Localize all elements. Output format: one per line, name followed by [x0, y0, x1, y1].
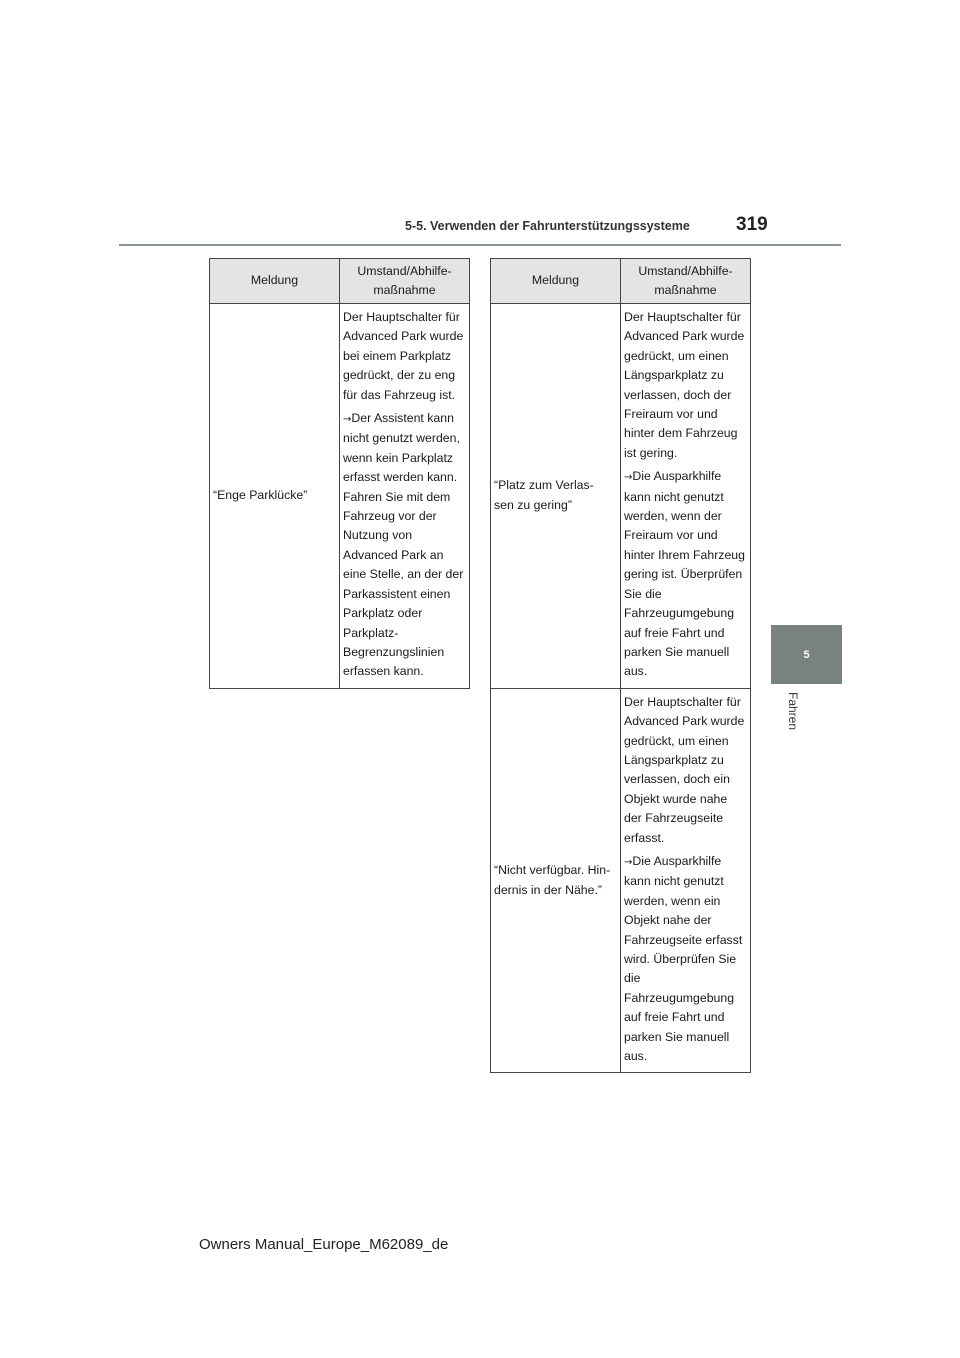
remedy-paragraph: [624, 852, 747, 1066]
table-row: [491, 688, 751, 1073]
header-message: Meldung: [210, 259, 340, 304]
header-remedy-line1: Umstand/Abhilfe-: [638, 263, 733, 278]
arrow-right-icon: →: [624, 472, 633, 484]
chapter-name: Fahren: [786, 692, 800, 731]
footer-document-id: Owners Manual_Europe_M62089_de: [199, 1236, 449, 1253]
message-cell: [491, 304, 621, 689]
condition-text: Der Hauptschalter für Advanced Park wurde gedrückt, um einen Längsparkplatz zu verlassen, doch der Freiraum vor und hinter dem Fahrzeug ist gering.: [624, 310, 745, 460]
header-message: Meldung: [491, 259, 621, 304]
remedy-cell: [340, 304, 470, 689]
header-remedy-line1: Umstand/Abhilfe-: [357, 263, 452, 278]
message-table-right: [490, 258, 751, 1073]
message-cell: [210, 304, 340, 689]
header-remedy: [621, 259, 751, 304]
message-text-line2: dernis in der Nähe.”: [494, 882, 602, 897]
header-remedy-line2: maßnahme: [654, 283, 717, 297]
remedy-text: Die Ausparkhilfe kann nicht genutzt werden, wenn ein Objekt nahe der Fahrzeugseite erfasst wird. Überprüfen Sie die Fahrzeugumgebung auf freie Fahrt und parken Sie manuell aus.: [624, 853, 743, 1064]
remedy-text: Der Assistent kann nicht genutzt werden, wenn kein Parkplatz erfasst werden kann. Fahren Sie mit dem Fahrzeug vor der Nutzung von Advanced Park an eine Stelle, an der der Parkassistent einen Parkplatz oder Parkplatz-Begrenzungslinien erfassen kann.: [343, 411, 464, 679]
header-remedy: [340, 259, 470, 304]
arrow-right-icon: →: [624, 856, 633, 868]
remedy-cell: [621, 304, 751, 689]
header-divider: [119, 244, 841, 246]
message-text-line2: sen zu gering”: [494, 497, 572, 512]
condition-text: Der Hauptschalter für Advanced Park wurde gedrückt, um einen Längsparkplatz zu verlassen, doch ein Objekt wurde nahe der Fahrzeugseite erfasst.: [624, 694, 745, 845]
condition-text: Der Hauptschalter für Advanced Park wurde bei einem Parkplatz gedrückt, der zu eng für das Fahrzeug ist.: [343, 310, 464, 402]
remedy-cell: [621, 688, 751, 1073]
table-row: [210, 304, 470, 689]
message-text-line1: “Platz zum Verlas-: [494, 478, 594, 493]
chapter-number: 5: [803, 648, 810, 661]
page-number: 319: [736, 214, 768, 235]
section-title: 5-5. Verwenden der Fahrunterstützungssysteme: [405, 219, 690, 233]
message-cell: [491, 688, 621, 1073]
table-header-row: [491, 259, 751, 304]
chapter-tab[interactable]: [771, 625, 842, 684]
header-remedy-line2: maßnahme: [373, 283, 436, 297]
message-text-line1: “Nicht verfügbar. Hin-: [494, 863, 611, 878]
message-text: “Enge Parklücke”: [213, 488, 308, 503]
remedy-text: Die Ausparkhilfe kann nicht genutzt werden, wenn der Freiraum vor und hinter Ihrem Fahrzeug gering ist. Überprüfen Sie die Fahrzeugumgebung auf freie Fahrt und parken Sie manuell aus.: [624, 469, 745, 679]
arrow-right-icon: →: [343, 414, 352, 426]
remedy-paragraph: [624, 467, 747, 681]
table-header-row: [210, 259, 470, 304]
table-row: [491, 304, 751, 689]
message-table-left: [209, 258, 470, 689]
remedy-paragraph: [343, 409, 466, 682]
